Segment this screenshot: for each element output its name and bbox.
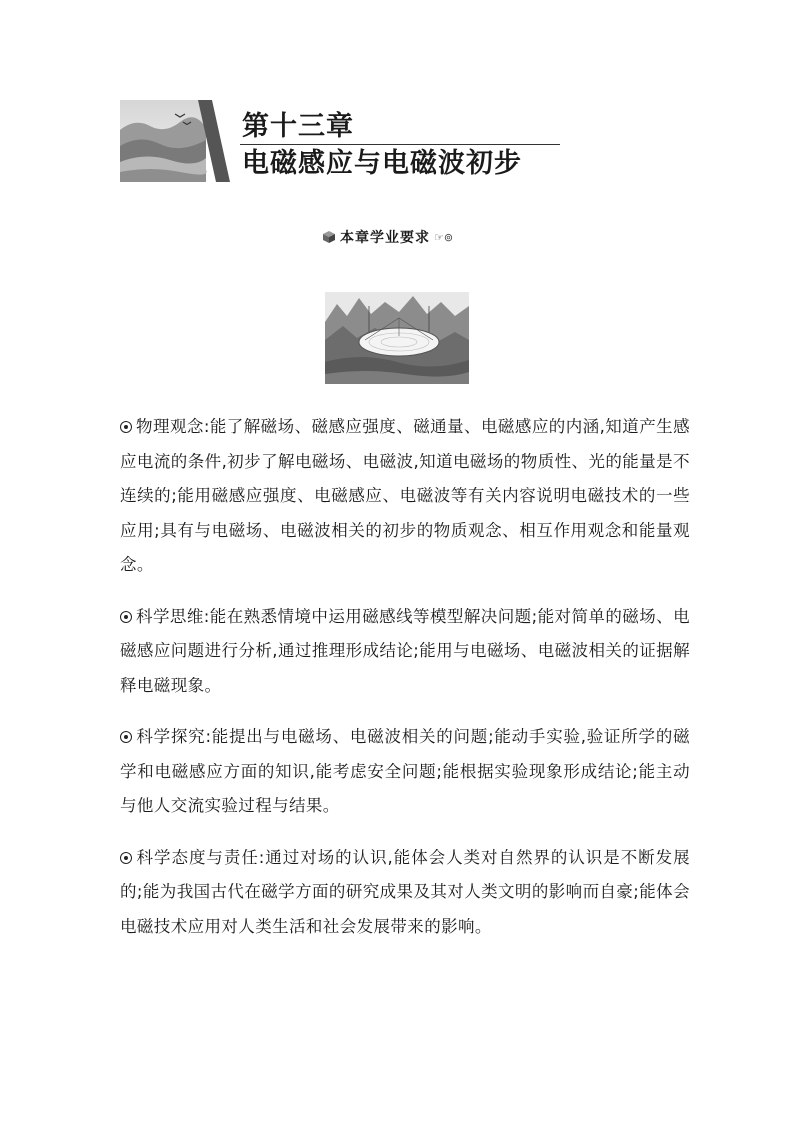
section-heading-label: 本章学业要求	[340, 230, 430, 246]
requirement-title: 科学思维:	[136, 606, 210, 626]
requirement-title: 科学态度与责任:	[136, 847, 265, 867]
header-landscape-image	[120, 100, 230, 182]
requirement-item	[120, 410, 690, 583]
cube-icon	[322, 230, 336, 244]
requirement-item	[120, 720, 690, 824]
requirement-title: 科学探究:	[136, 727, 212, 746]
requirement-text: 能在熟悉情境中运用磁感线等模型解决问题;能对简单的磁场、电磁感应问题进行分析,通过推理形成结论;能用与电磁场、电磁波相关的证据解释电磁现象。	[120, 606, 690, 695]
chapter-header	[120, 100, 580, 184]
requirements-list	[120, 410, 690, 961]
chapter-number: 第十三章	[242, 111, 354, 142]
requirement-text: 通过对场的认识,能体会人类对自然界的认识是不断发展的;能为我国古代在磁学方面的研究成果及其对人类文明的影响而自豪;能体会电磁技术应用对人类生活和社会发展带来的影响。	[120, 847, 690, 936]
requirement-text: 能提出与电磁场、电磁波相关的问题;能动手实验,验证所学的磁学和电磁感应方面的知识,能考虑安全问题;能根据实验现象形成结论;能主动与他人交流实验过程与结果。	[120, 727, 690, 815]
header-divider	[240, 144, 560, 145]
chapter-title: 电磁感应与电磁波初步	[242, 148, 522, 179]
requirement-item	[120, 841, 690, 945]
section-heading	[322, 226, 453, 248]
requirement-title: 物理观念:	[136, 417, 210, 436]
circle-dot-icon	[120, 852, 132, 864]
pointing-hand-icon: ☞⊚	[434, 230, 454, 244]
requirement-text: 能了解磁场、磁感应强度、磁通量、电磁感应的内涵,知道产生感应电流的条件,初步了解电磁场、电磁波,知道电磁场的物质性、光的能量是不连续的;能用磁感应强度、电磁感应、电磁波等有关内容说明电磁技术的一些应用;具有与电磁场、电磁波相关的初步的物质观念、相互作用观念和能量观念。	[120, 417, 690, 574]
circle-dot-icon	[120, 421, 132, 433]
requirement-item	[120, 600, 690, 704]
circle-dot-icon	[120, 731, 132, 743]
radio-telescope-photo	[325, 292, 469, 384]
circle-dot-icon	[120, 611, 132, 623]
